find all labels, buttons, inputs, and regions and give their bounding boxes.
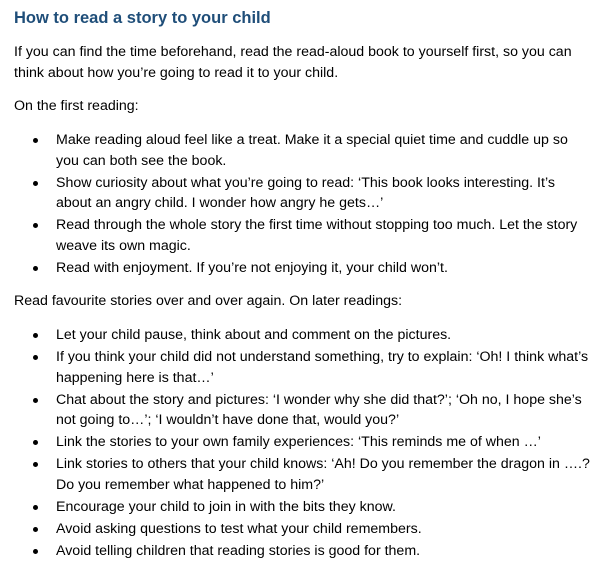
bullet-icon bbox=[33, 181, 38, 186]
later-readings-heading: Read favourite stories over and over again. On later readings: bbox=[14, 291, 590, 312]
list-item bbox=[14, 325, 590, 346]
list-item-text: Link stories to others that your child knows: ‘Ah! Do you remember the dragon in ….? Do you remember what happened to him?’ bbox=[56, 456, 590, 493]
list-item bbox=[14, 454, 590, 495]
list-item bbox=[14, 215, 590, 256]
list-item-text: Read with enjoyment. If you’re not enjoying it, your child won’t. bbox=[56, 260, 448, 276]
bullet-icon bbox=[33, 266, 38, 271]
bullet-icon bbox=[33, 527, 38, 532]
bullet-icon bbox=[33, 333, 38, 338]
first-reading-list bbox=[14, 130, 590, 278]
bullet-icon bbox=[33, 462, 38, 467]
list-item bbox=[14, 432, 590, 453]
list-item-text: Show curiosity about what you’re going to read: ‘This book looks interesting. It’s about an angry child. I wonder how angry he gets…’ bbox=[56, 175, 555, 212]
first-reading-heading: On the first reading: bbox=[14, 96, 590, 117]
list-item bbox=[14, 497, 590, 518]
list-item bbox=[14, 519, 590, 540]
list-item-text: Chat about the story and pictures: ‘I wonder why she did that?’; ‘Oh no, I hope she’s not going to…’; ‘I wouldn’t have done that, would you?’ bbox=[56, 392, 582, 429]
bullet-icon bbox=[33, 138, 38, 143]
bullet-icon bbox=[33, 440, 38, 445]
list-item bbox=[14, 173, 590, 214]
list-item-text: Read through the whole story the first time without stopping too much. Let the story weave its own magic. bbox=[56, 217, 577, 254]
list-item-text: If you think your child did not understand something, try to explain: ‘Oh! I think what’s happening here is that…’ bbox=[56, 349, 588, 386]
list-item bbox=[14, 347, 590, 388]
list-item bbox=[14, 130, 590, 171]
page-title: How to read a story to your child bbox=[14, 7, 590, 29]
list-item-text: Avoid telling children that reading stories is good for them. bbox=[56, 543, 420, 559]
list-item-text: Make reading aloud feel like a treat. Make it a special quiet time and cuddle up so you can both see the book. bbox=[56, 132, 568, 169]
list-item bbox=[14, 390, 590, 431]
bullet-icon bbox=[33, 549, 38, 554]
intro-paragraph: If you can find the time beforehand, read the read-aloud book to yourself first, so you can think about how you’re going to read it to your child. bbox=[14, 42, 590, 84]
bullet-icon bbox=[33, 223, 38, 228]
bullet-icon bbox=[33, 355, 38, 360]
later-readings-list bbox=[14, 325, 590, 561]
list-item-text: Link the stories to your own family experiences: ‘This reminds me of when …’ bbox=[56, 434, 541, 450]
list-item-text: Avoid asking questions to test what your child remembers. bbox=[56, 521, 422, 537]
list-item-text: Let your child pause, think about and comment on the pictures. bbox=[56, 327, 451, 343]
list-item-text: Encourage your child to join in with the bits they know. bbox=[56, 499, 396, 515]
list-item bbox=[14, 258, 590, 279]
bullet-icon bbox=[33, 505, 38, 510]
bullet-icon bbox=[33, 398, 38, 403]
